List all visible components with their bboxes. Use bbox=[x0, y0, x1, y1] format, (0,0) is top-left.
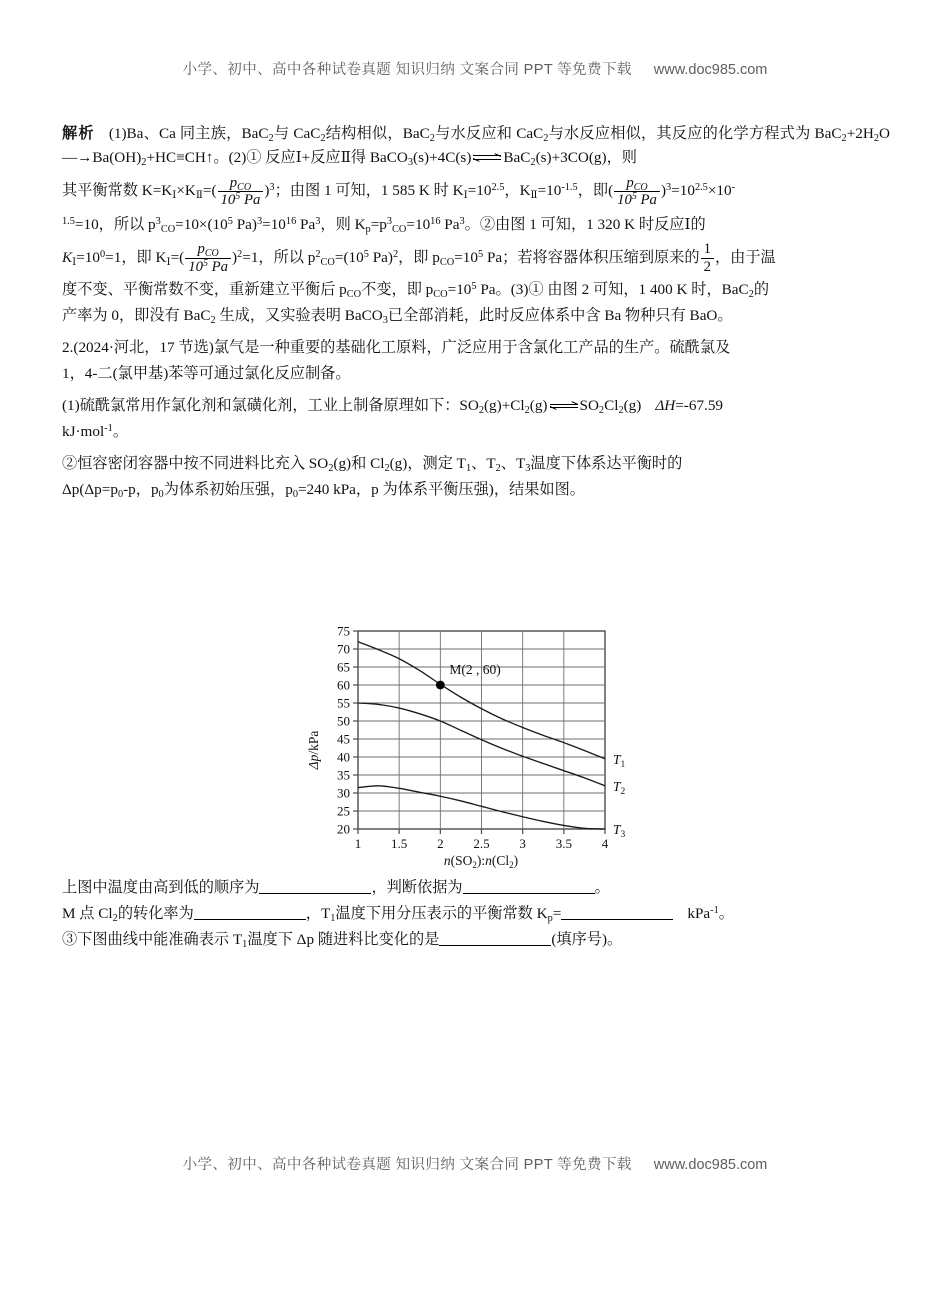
watermark-text: 小学、初中、高中各种试卷真题 知识归纳 文案合同 PPT 等免费下载 bbox=[182, 62, 632, 78]
sup: 5 bbox=[631, 191, 637, 203]
text-run: BaC bbox=[503, 149, 531, 167]
analysis-paragraph-1 bbox=[62, 122, 890, 170]
text-run: 产率为 0，即没有 BaC bbox=[62, 307, 211, 325]
y-tick-label: 50 bbox=[337, 713, 350, 729]
question2-stem-line2 bbox=[62, 362, 890, 386]
sub: Ⅰ bbox=[172, 189, 177, 201]
text-run: p bbox=[229, 174, 238, 191]
sup: 5 bbox=[227, 215, 233, 227]
fraction-numerator: 1 bbox=[703, 241, 711, 258]
text-run: p bbox=[197, 241, 205, 258]
text-run: ΔH bbox=[655, 397, 676, 415]
sup: 2 bbox=[237, 248, 243, 260]
sub: CO bbox=[392, 223, 407, 235]
sup: -1 bbox=[104, 423, 113, 435]
y-tick-label: 60 bbox=[337, 677, 350, 693]
watermark-url: www.doc985.com bbox=[653, 62, 768, 78]
sub: CO bbox=[320, 256, 335, 268]
question2-stem-line1 bbox=[62, 336, 890, 360]
y-tick-label: 75 bbox=[337, 623, 350, 639]
x-axis-tick-labels bbox=[355, 829, 609, 851]
sup: 3 bbox=[459, 215, 465, 227]
x-axis-title: $n(SO_2):n(Cl_2)$ bbox=[443, 853, 519, 870]
text-run: 10 bbox=[220, 192, 236, 209]
text-run: =p bbox=[370, 215, 387, 233]
text-run: (g)和 Cl bbox=[333, 455, 385, 473]
text-run: ×K bbox=[176, 182, 196, 200]
question2-part2 bbox=[62, 452, 890, 476]
watermark-url: www.doc985.com bbox=[653, 1157, 768, 1173]
text-run: =10 bbox=[454, 248, 478, 266]
text-run: =-67.59 bbox=[675, 397, 724, 415]
sub: Ⅰ bbox=[72, 256, 77, 268]
analysis-paragraph-5 bbox=[62, 278, 890, 302]
text-run: (g)，测定 T bbox=[389, 455, 466, 473]
text-run: 温度下体系达平衡时的 bbox=[530, 455, 683, 473]
text-run: ③下图曲线中能准确表示 T bbox=[62, 931, 243, 949]
analysis-paragraph-3 bbox=[62, 213, 890, 237]
text-run: (1)硫酰氯常用作氯化剂和氯磺化剂，工业上制备原理如下：SO bbox=[62, 397, 479, 415]
text-run: ，则 K bbox=[320, 215, 366, 233]
sub: CO bbox=[346, 288, 362, 300]
text-run: 其平衡常数 K=K bbox=[62, 182, 173, 200]
fraction-numerator bbox=[218, 175, 264, 192]
text-run: 。 bbox=[594, 879, 610, 896]
sup: 3 bbox=[155, 215, 161, 227]
sup: 1.5 bbox=[62, 215, 75, 227]
y-tick-label: 65 bbox=[337, 659, 350, 675]
fraction-denominator bbox=[614, 191, 660, 209]
text-run: 温度下 Δp 随进料比变化的是 bbox=[247, 931, 440, 949]
sub: 2 bbox=[598, 405, 605, 416]
fraction-one-half bbox=[701, 241, 714, 275]
sup: 3 bbox=[386, 215, 393, 227]
text-run: Δp(Δp=p bbox=[62, 481, 118, 499]
text-run: (s)+4C(s) bbox=[413, 149, 472, 167]
text-run: Pa bbox=[240, 192, 261, 209]
x-tick-label: 3.5 bbox=[555, 836, 572, 851]
text-run: =10 bbox=[537, 182, 562, 200]
question-line-conversion bbox=[62, 902, 890, 926]
sub: 0 bbox=[158, 489, 164, 501]
sup: 5 bbox=[478, 248, 484, 260]
x-tick-label: 3 bbox=[519, 836, 526, 851]
sub: 3 bbox=[382, 314, 388, 326]
text-run: 已全部消耗，此时反应体系中含 Ba 物种只有 BaO。 bbox=[387, 307, 733, 325]
sub: Ⅱ bbox=[195, 189, 203, 201]
annotation-label: M(2 , 60) bbox=[449, 662, 501, 677]
question-line-curve-choice bbox=[62, 928, 890, 952]
sub: 2 bbox=[618, 405, 624, 416]
text-run: p bbox=[626, 174, 634, 191]
sup: 16 bbox=[285, 215, 297, 227]
fraction-pco-over-pa bbox=[614, 175, 660, 209]
sub: p bbox=[547, 912, 553, 924]
sub: CO bbox=[204, 248, 219, 260]
sup: 16 bbox=[430, 215, 441, 227]
sub: 3 bbox=[525, 463, 531, 475]
analysis-paragraph-6 bbox=[62, 304, 890, 328]
text-run: Pa) bbox=[232, 215, 257, 233]
text-run: =10 bbox=[447, 281, 472, 299]
text-run: ×10 bbox=[707, 182, 732, 200]
sub: 2 bbox=[524, 405, 530, 416]
analysis-paragraph-4 bbox=[62, 239, 890, 276]
text-run: +HC≡CH↑。(2)① 反应Ⅰ+反应Ⅱ得 BaCO bbox=[146, 149, 408, 167]
text-run: ，即( bbox=[577, 182, 614, 200]
text-run: (s)+3CO(g)，则 bbox=[535, 149, 637, 167]
y-tick-label: 20 bbox=[337, 821, 350, 837]
text-run: 温度下用分压表示的平衡常数 K bbox=[335, 905, 548, 923]
text-run: 不变，即 p bbox=[361, 281, 434, 299]
fraction-denominator bbox=[185, 258, 231, 276]
watermark-footer bbox=[0, 1153, 950, 1174]
text-run: 2.(2024·河北，17 节选)氯气是一种重要的基础化工原料，广泛应用于含氯化工产品的生产。硫酰氯及 bbox=[62, 339, 731, 357]
sup: 0 bbox=[100, 248, 106, 260]
text-run: 与水反应相似，其反应的化学方程式为 BaC bbox=[548, 125, 842, 142]
sub: 1 bbox=[242, 938, 248, 950]
y-axis-title: Δp/kPa bbox=[306, 730, 321, 770]
sub: Ⅰ bbox=[166, 256, 171, 268]
watermark-text: 小学、初中、高中各种试卷真题 知识归纳 文案合同 PPT 等免费下载 bbox=[182, 1157, 632, 1173]
text-run: ；由图 1 可知，1 585 K 时 K bbox=[274, 182, 464, 200]
question-line-order bbox=[62, 876, 890, 900]
sup: 3 bbox=[666, 182, 672, 194]
x-tick-label: 1 bbox=[354, 836, 362, 851]
sub: 2 bbox=[268, 132, 274, 144]
text-run: =( bbox=[170, 248, 185, 266]
y-tick-label: 30 bbox=[337, 785, 350, 801]
y-tick-label: 35 bbox=[337, 767, 350, 783]
sub: 0 bbox=[292, 489, 298, 501]
question2-followups bbox=[62, 876, 890, 954]
annotation-marker bbox=[436, 681, 445, 690]
document-body bbox=[62, 122, 890, 504]
text-run: 。②由图 1 可知，1 320 K 时反应Ⅰ的 bbox=[464, 215, 706, 233]
sup: -1.5 bbox=[561, 182, 578, 194]
text-run: 、T bbox=[500, 455, 526, 473]
sub: 2 bbox=[748, 288, 754, 300]
text-run: 为体系初始压强，p bbox=[163, 481, 293, 499]
sup: 3 bbox=[256, 215, 263, 227]
text-run: 度不变、平衡常数不变，重新建立平衡后 p bbox=[62, 281, 347, 299]
sub: 2 bbox=[328, 463, 334, 475]
sub: 2 bbox=[543, 132, 549, 144]
text-run: Pa) bbox=[368, 248, 393, 266]
sup: 2.5 bbox=[491, 182, 505, 194]
text-run: = bbox=[552, 905, 562, 923]
text-run: 。 bbox=[718, 905, 734, 923]
analysis-label: 解析 bbox=[62, 125, 95, 142]
sub: 2 bbox=[478, 405, 484, 416]
series-label-T₂: $T_2$ bbox=[613, 778, 626, 797]
text-run: Pa。(3)① 由图 2 可知，1 400 K 时，BaC bbox=[476, 281, 749, 299]
text-run: (填序号)。 bbox=[551, 931, 623, 949]
sub: CO bbox=[237, 181, 252, 193]
text-run: =10 bbox=[406, 215, 431, 233]
text-run: 10 bbox=[188, 258, 203, 275]
sub: 1 bbox=[330, 912, 336, 924]
sub: 2 bbox=[320, 132, 326, 144]
y-tick-label: 25 bbox=[337, 803, 350, 819]
sub: 2 bbox=[841, 132, 847, 144]
text-run: =10 bbox=[467, 182, 492, 200]
x-tick-label: 2 bbox=[437, 836, 444, 851]
sub: CO bbox=[439, 256, 455, 268]
sup: 2 bbox=[392, 248, 399, 260]
equilibrium-arrow-icon bbox=[549, 399, 579, 414]
fraction-pco-over-pa bbox=[185, 241, 231, 275]
text-run: K bbox=[62, 248, 73, 266]
fraction-pco-over-pa bbox=[218, 175, 264, 209]
sub: Ⅱ bbox=[530, 189, 538, 201]
fraction-numerator bbox=[614, 175, 660, 192]
text-run: kPa bbox=[687, 905, 711, 923]
x-tick-label: 2.5 bbox=[473, 836, 490, 851]
sub: Ⅰ bbox=[463, 189, 468, 201]
sup: 5 bbox=[471, 281, 477, 293]
sub: p bbox=[365, 223, 371, 235]
text-run: 。 bbox=[112, 423, 128, 441]
text-run: =240 kPa，p 为体系平衡压强)，结果如图。 bbox=[297, 481, 585, 499]
y-tick-label: 70 bbox=[337, 641, 350, 657]
x-tick-label: 4 bbox=[601, 836, 609, 851]
sub: 2 bbox=[429, 132, 435, 144]
text-run: =10×(10 bbox=[175, 215, 228, 233]
text-run: (1)Ba、Ca 同主族，BaC bbox=[108, 125, 269, 142]
chart-svg bbox=[300, 622, 650, 872]
sub: 2 bbox=[384, 463, 390, 475]
sub: 0 bbox=[117, 489, 124, 501]
text-run: =1，所以 p bbox=[242, 248, 316, 266]
text-run: ，由于温 bbox=[714, 248, 776, 266]
sub: CO bbox=[160, 223, 176, 235]
text-run: 10 bbox=[617, 192, 632, 209]
text-run: 1，4-二(氯甲基)苯等可通过氯化反应制备。 bbox=[62, 365, 351, 383]
answer-blank[interactable] bbox=[259, 878, 371, 895]
text-run: SO bbox=[579, 397, 599, 415]
text-run: Pa bbox=[636, 192, 657, 209]
answer-blank[interactable] bbox=[463, 878, 595, 895]
text-run: (g) bbox=[623, 397, 642, 415]
text-run: -p，p bbox=[123, 481, 159, 499]
sub: 2 bbox=[141, 156, 147, 168]
answer-blank[interactable] bbox=[561, 904, 673, 921]
text-run: =( bbox=[202, 182, 217, 200]
text-run: ，判断依据为 bbox=[371, 879, 463, 896]
fraction-denominator bbox=[218, 191, 264, 209]
text-run: ) bbox=[660, 182, 666, 200]
answer-blank[interactable] bbox=[439, 930, 551, 947]
sup: 5 bbox=[202, 258, 208, 270]
sub: CO bbox=[633, 181, 648, 193]
text-run: 与水反应和 CaC bbox=[434, 125, 544, 142]
text-run: ) bbox=[264, 182, 270, 200]
sup: -1 bbox=[710, 905, 719, 917]
text-run: =10 bbox=[671, 182, 695, 200]
question2-part1 bbox=[62, 394, 890, 418]
x-tick-label: 1.5 bbox=[391, 836, 408, 851]
sup: 3 bbox=[315, 215, 321, 227]
sub: 2 bbox=[210, 314, 216, 326]
sup: 5 bbox=[363, 248, 369, 260]
text-run: =10 bbox=[262, 215, 286, 233]
question2-part2-cont bbox=[62, 478, 890, 502]
equilibrium-arrow-icon bbox=[472, 151, 502, 166]
delta-p-vs-feed-ratio-chart bbox=[300, 622, 650, 872]
text-run: Pa bbox=[207, 258, 229, 275]
sub: 1 bbox=[465, 463, 472, 475]
sup: 3 bbox=[269, 182, 275, 194]
text-run: =1，即 K bbox=[105, 248, 167, 266]
text-run: ②恒容密闭容器中按不同进料比充入 SO bbox=[62, 455, 329, 473]
y-tick-label: 45 bbox=[337, 731, 350, 747]
y-axis-tick-labels bbox=[337, 624, 358, 837]
text-run: ) bbox=[232, 248, 238, 266]
fraction-numerator bbox=[185, 241, 231, 258]
text-run: O—→Ba(OH) bbox=[62, 125, 890, 167]
text-run: ，即 p bbox=[398, 248, 440, 266]
text-run: ，T bbox=[305, 905, 331, 923]
text-run: Cl bbox=[604, 397, 619, 415]
sup: 2.5 bbox=[694, 182, 708, 194]
sup: 2 bbox=[315, 248, 321, 260]
text-run: kJ·mol bbox=[62, 423, 105, 441]
sub: 2 bbox=[495, 463, 501, 475]
question2-part1-cont bbox=[62, 420, 890, 444]
text-run: (g)+Cl bbox=[483, 397, 525, 415]
text-run: 与 CaC bbox=[273, 125, 321, 142]
series-label-T₃: $T_3$ bbox=[613, 822, 626, 840]
analysis-paragraph-2 bbox=[62, 172, 890, 211]
fraction-denominator: 2 bbox=[701, 258, 714, 276]
watermark-header bbox=[0, 58, 950, 79]
text-run: Pa bbox=[440, 215, 460, 233]
sub: CO bbox=[433, 288, 448, 300]
sub: 2 bbox=[530, 156, 536, 168]
series-label-T₁: $T_1$ bbox=[613, 751, 626, 770]
text-run: +2H bbox=[846, 125, 874, 142]
sup: - bbox=[731, 182, 736, 194]
text-run: =(10 bbox=[334, 248, 364, 266]
text-run: 结构相似，BaC bbox=[325, 125, 430, 142]
text-run: ，K bbox=[504, 182, 531, 200]
y-tick-label: 40 bbox=[337, 749, 350, 765]
text-run: Pa；若将容器体积压缩到原来的 bbox=[483, 248, 700, 266]
sup: 5 bbox=[235, 191, 241, 203]
text-run: =10 bbox=[76, 248, 100, 266]
text-run: Pa bbox=[296, 215, 316, 233]
y-tick-label: 55 bbox=[337, 695, 350, 711]
text-run: (g) bbox=[529, 397, 548, 415]
series-labels bbox=[613, 752, 626, 840]
answer-blank[interactable] bbox=[194, 904, 306, 921]
text-run: 的转化率为 bbox=[117, 905, 194, 923]
sub: 2 bbox=[873, 132, 879, 144]
text-run: 生成，又实验表明 BaCO bbox=[215, 307, 383, 325]
text-run: M 点 Cl bbox=[62, 905, 113, 923]
sub: 2 bbox=[112, 912, 118, 924]
text-run: 上图中温度由高到低的顺序为 bbox=[62, 879, 260, 896]
text-run: 的 bbox=[753, 281, 770, 299]
sub: 3 bbox=[407, 156, 414, 168]
text-run: =10，所以 p bbox=[74, 215, 156, 233]
text-run: 、T bbox=[471, 455, 496, 473]
